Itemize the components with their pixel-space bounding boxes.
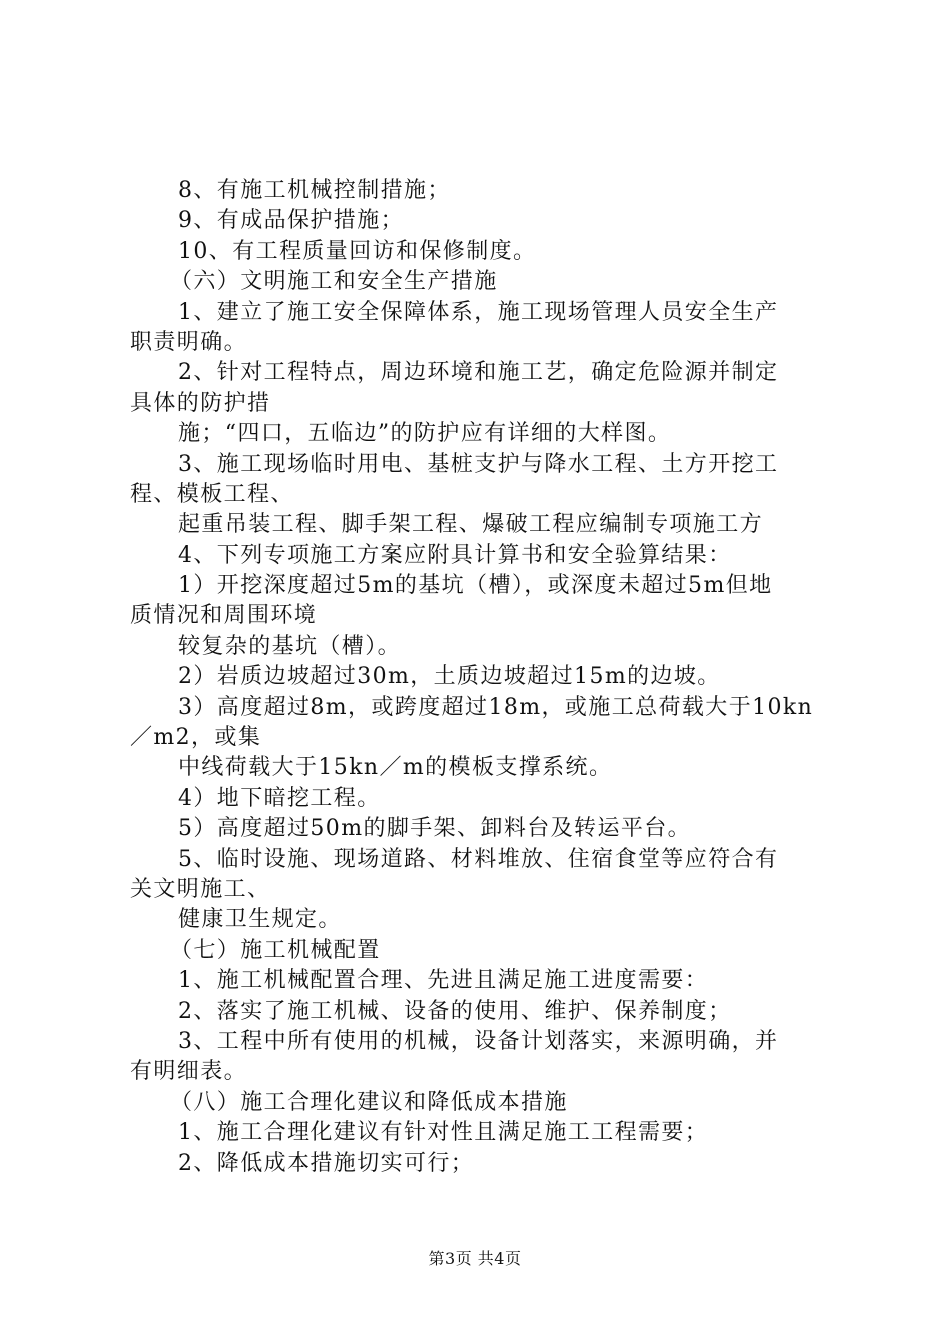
page-number-footer: 第3页 共4页: [428, 1249, 522, 1268]
paragraph-line: 5）高度超过50m的脚手架、卸料台及转运平台。: [178, 816, 692, 842]
paragraph-line: 具体的防护措: [130, 390, 271, 416]
paragraph-line: 1、施工合理化建议有针对性且满足施工工程需要；: [178, 1120, 709, 1146]
paragraph-line: 3、工程中所有使用的机械，设备计划落实，来源明确，并: [178, 1028, 779, 1054]
paragraph-line: ／m2，或集: [130, 725, 262, 751]
paragraph-line: 5、临时设施、现场道路、材料堆放、住宿食堂等应符合有: [178, 846, 779, 872]
paragraph-line: 职责明确。: [130, 329, 248, 355]
paragraph-line: 程、模板工程、: [130, 481, 294, 507]
paragraph-line: 1、施工机械配置合理、先进且满足施工进度需要：: [178, 968, 709, 994]
paragraph-line: 较复杂的基坑（槽）。: [178, 633, 402, 659]
paragraph-line: 有明细表。: [130, 1059, 248, 1085]
paragraph-line: 健康卫生规定。: [178, 907, 342, 933]
paragraph-line: 中线荷载大于15kn／m的模板支撑系统。: [178, 755, 613, 781]
section-heading: （八）施工合理化建议和降低成本措施: [170, 1089, 568, 1115]
paragraph-line: 1）开挖深度超过5m的基坑（槽），或深度未超过5m但地: [178, 573, 773, 599]
section-heading: （七）施工机械配置: [170, 937, 381, 963]
paragraph-line: 9、有成品保护措施；: [178, 208, 404, 234]
paragraph-line: 3）高度超过8m，或跨度超过18m，或施工总荷载大于10kn: [178, 694, 814, 720]
paragraph-line: 2、针对工程特点，周边环境和施工艺，确定危险源并制定: [178, 360, 779, 386]
paragraph-line: 2）岩质边坡超过30m，土质边坡超过15m的边坡。: [178, 664, 721, 690]
paragraph-line: 关文明施工、: [130, 876, 271, 902]
paragraph-line: 起重吊装工程、脚手架工程、爆破工程应编制专项施工方: [178, 512, 764, 538]
paragraph-line: 4）地下暗挖工程。: [178, 785, 381, 811]
paragraph-line: 1、建立了施工安全保障体系，施工现场管理人员安全生产: [178, 299, 779, 325]
section-heading: （六）文明施工和安全生产措施: [170, 269, 498, 295]
paragraph-line: 2、落实了施工机械、设备的使用、维护、保养制度；: [178, 998, 732, 1024]
paragraph-line: 4、下列专项施工方案应附具计算书和安全验算结果：: [178, 542, 732, 568]
paragraph-line: 10、有工程质量回访和保修制度。: [178, 238, 537, 264]
paragraph-line: 质情况和周围环境: [130, 603, 318, 629]
paragraph-line: 3、施工现场临时用电、基桩支护与降水工程、土方开挖工: [178, 451, 779, 477]
document-body: [130, 176, 830, 1179]
paragraph-line: 8、有施工机械控制措施；: [178, 178, 451, 203]
paragraph-line: 施；“四口，五临边”的防护应有详细的大样图。: [178, 421, 672, 447]
paragraph-line: 2、降低成本措施切实可行；: [178, 1150, 475, 1176]
